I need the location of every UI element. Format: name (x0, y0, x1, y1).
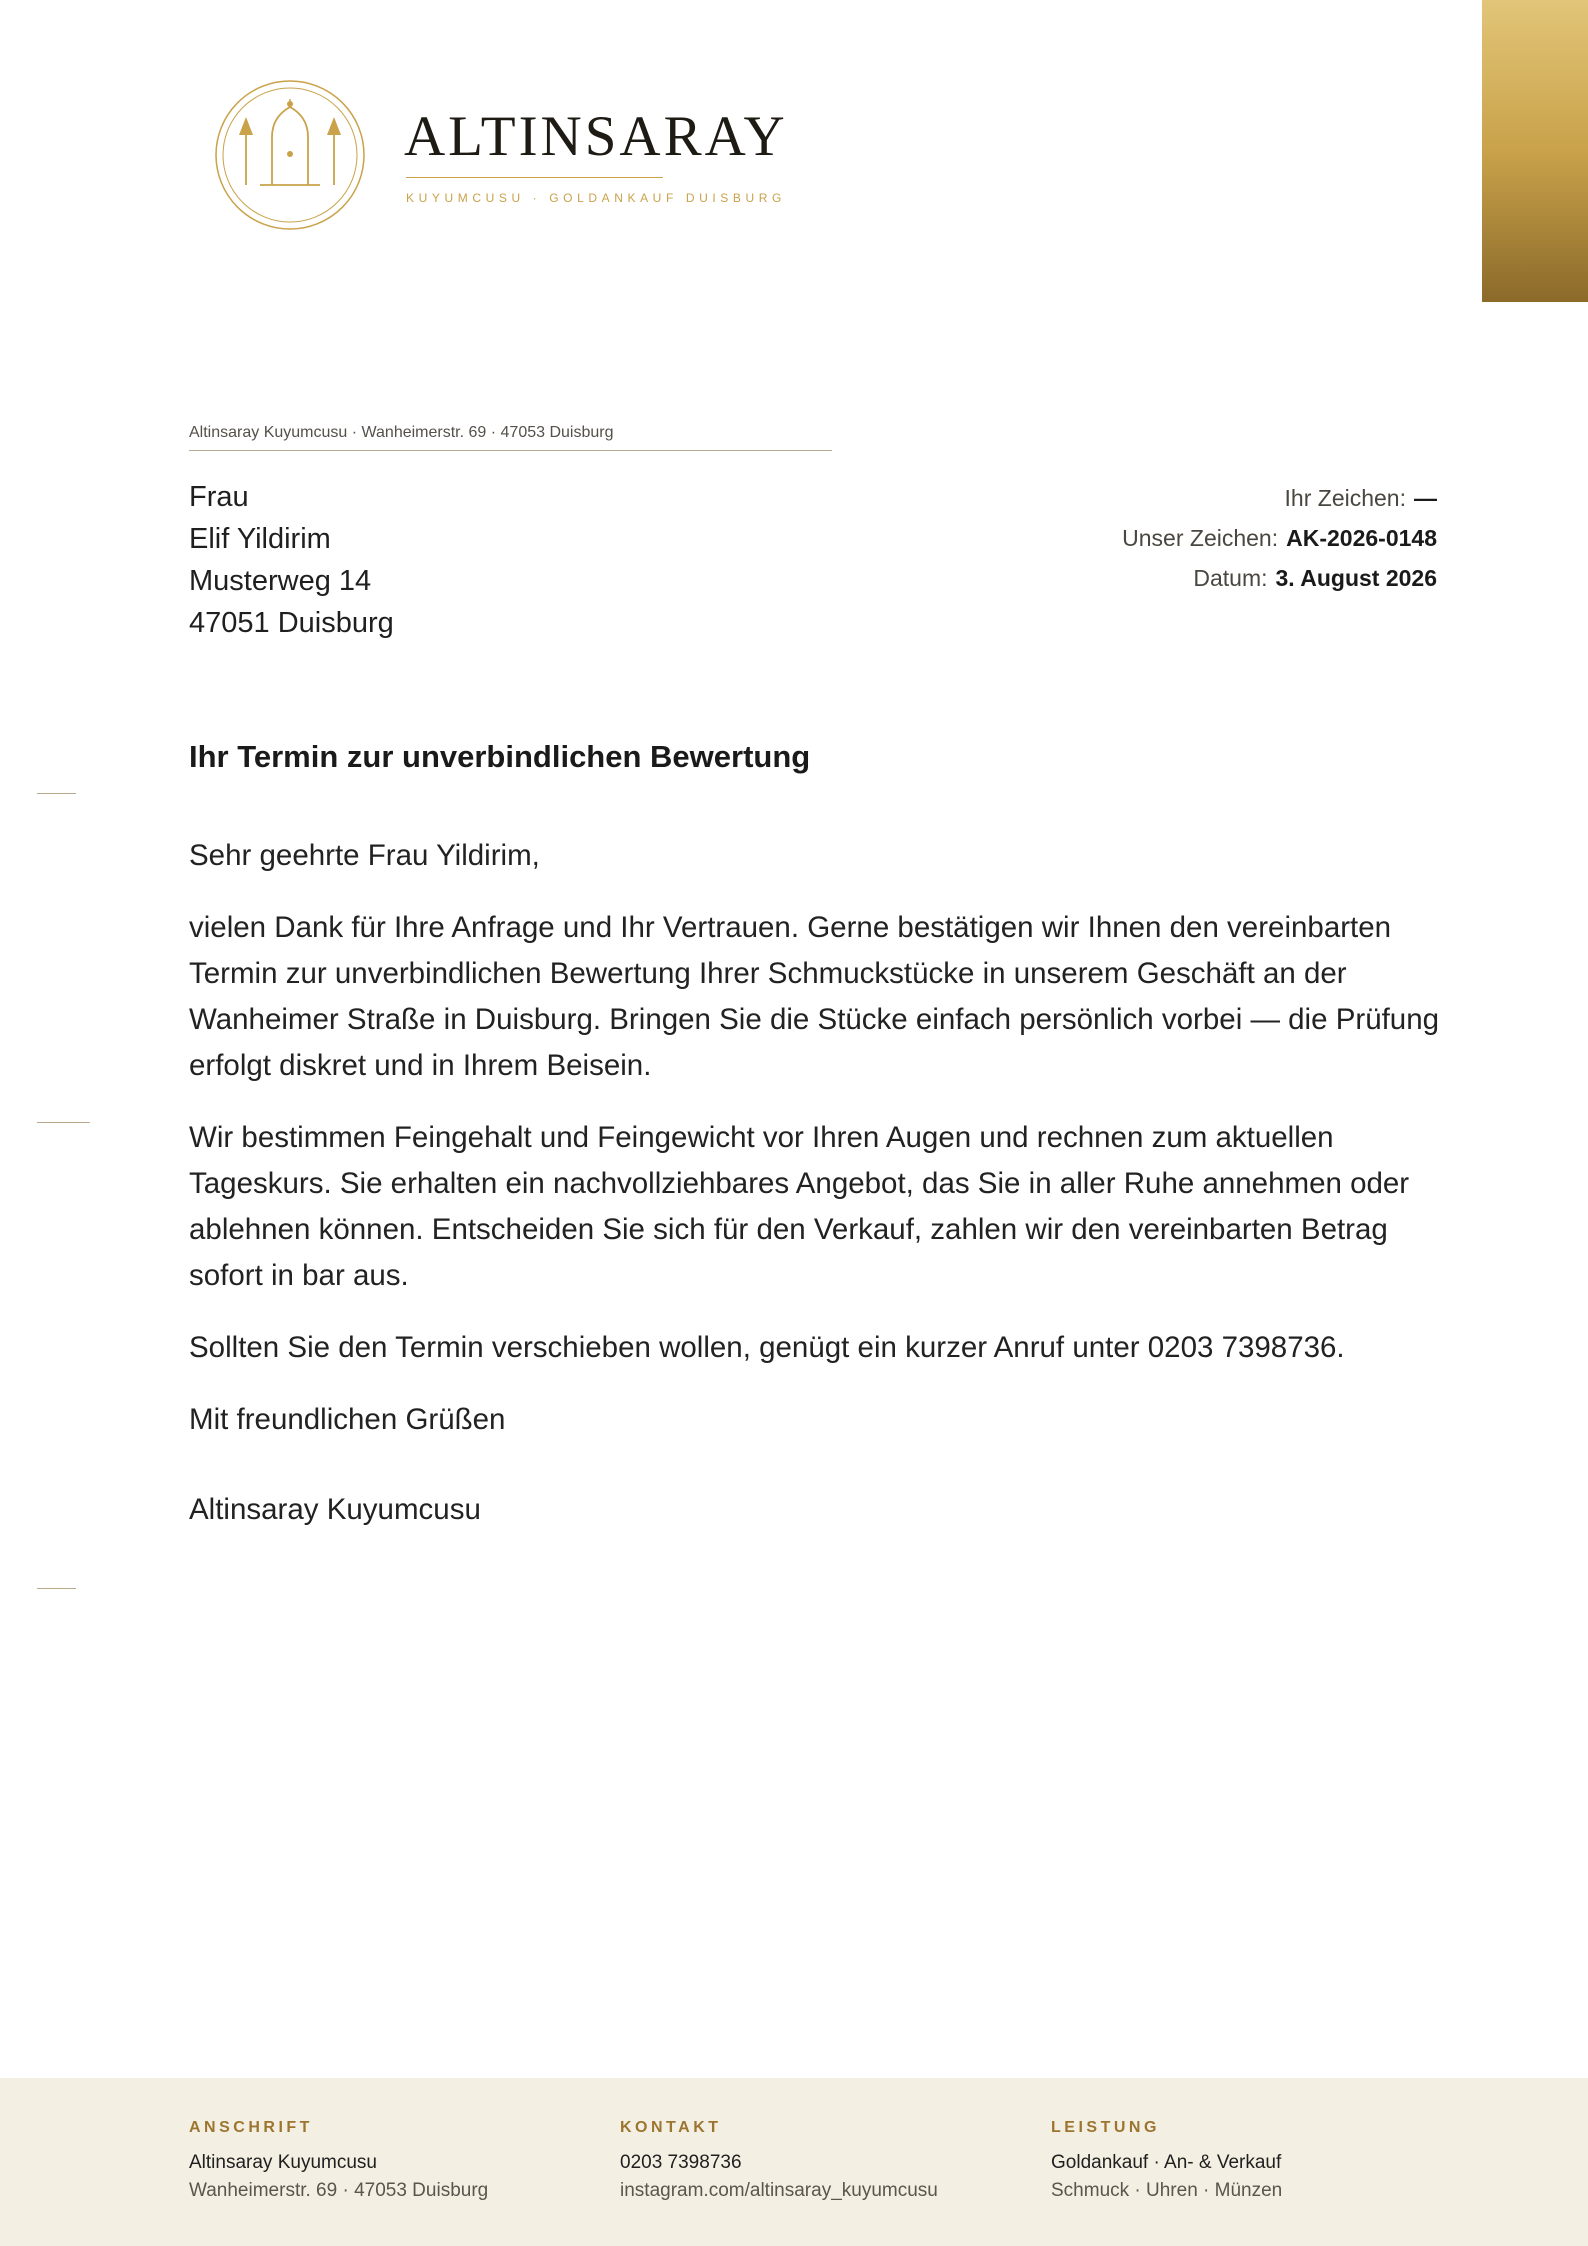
ref-label: Ihr Zeichen: (1284, 485, 1406, 511)
letter-paragraph: Sollten Sie den Termin verschieben wollen, genügt ein kurzer Anruf unter 0203 7398736. (189, 1331, 1345, 1364)
recipient-name: Elif Yildirim (189, 523, 331, 555)
ref-label: Datum: (1193, 565, 1268, 591)
wordmark-underline (406, 177, 663, 178)
ref-value: AK-2026-0148 (1286, 525, 1437, 551)
recipient-salutation: Frau (189, 481, 249, 513)
brand-wordmark: ALTINSARAY (404, 105, 788, 168)
recipient-city: 47051 Duisburg (189, 607, 394, 639)
gold-corner-accent (1482, 0, 1588, 302)
footer-contact (620, 2119, 938, 2205)
ref-row-our-ref (1122, 518, 1437, 558)
footer-phone: 0203 7398736 (620, 2152, 742, 2173)
footer-line: Altinsaray Kuyumcusu (189, 2152, 377, 2173)
ref-value: 3. August 2026 (1275, 565, 1437, 591)
footer-heading: KONTAKT (620, 2119, 722, 2136)
footer-service (1051, 2119, 1282, 2205)
footer-heading: LEISTUNG (1051, 2119, 1160, 2136)
recipient-address (189, 476, 394, 644)
footer-line: Goldankauf · An- & Verkauf (1051, 2152, 1282, 2173)
ref-row-your-ref (1122, 478, 1437, 518)
domed-arch-seal-icon (212, 77, 368, 233)
ref-value: — (1414, 485, 1437, 511)
letter-paragraph: Wir bestimmen Feingehalt und Feingewicht vor Ihren Augen und rechnen zum aktuellen Tageskurs. Sie erhalten ein nachvollziehbares Angebot, das Sie in aller Ruhe annehmen oder ablehnen können. Entscheiden Sie sich für den Verkauf, zahlen wir den vereinbarten Betrag sofort in bar aus. (189, 1121, 1410, 1292)
letter-body (189, 833, 1449, 1559)
letter-signature: Altinsaray Kuyumcusu (189, 1493, 481, 1526)
footer-instagram-link: instagram.com/altinsaray_kuyumcusu (620, 2180, 938, 2201)
signature-gap (189, 1469, 1449, 1487)
reference-block (1122, 478, 1437, 598)
punch-mark (37, 1122, 90, 1123)
letter-greeting: Sehr geehrte Frau Yildirim, (189, 839, 540, 872)
footer-heading: ANSCHRIFT (189, 2119, 313, 2136)
ref-label: Unser Zeichen: (1122, 525, 1279, 551)
brand-tagline: KUYUMCUSU · GOLDANKAUF DUISBURG (406, 191, 786, 205)
fold-mark-bottom (37, 1588, 76, 1589)
fold-mark-top (37, 793, 76, 794)
ref-row-date (1122, 558, 1437, 598)
return-address: Altinsaray Kuyumcusu · Wanheimerstr. 69 · 47053 Duisburg (189, 424, 832, 451)
footer-line: Wanheimerstr. 69 · 47053 Duisburg (189, 2180, 489, 2201)
footer-line: Schmuck · Uhren · Münzen (1051, 2180, 1283, 2201)
letter-footer (0, 2078, 1588, 2246)
recipient-street: Musterweg 14 (189, 565, 372, 597)
footer-address (189, 2119, 488, 2205)
letter-subject: Ihr Termin zur unverbindlichen Bewertung (189, 739, 811, 774)
letter-paragraph: vielen Dank für Ihre Anfrage und Ihr Vertrauen. Gerne bestätigen wir Ihnen den vereinbarten Termin zur unverbindlichen Bewertung Ihrer Schmuckstücke in unserem Geschäft an der Wanheimer Straße in Duisburg. Bringen Sie die Stücke einfach persönlich vorbei — die Prüfung erfolgt diskret und in Ihrem Beisein. (189, 911, 1440, 1082)
letter-closing: Mit freundlichen Grüßen (189, 1403, 506, 1436)
